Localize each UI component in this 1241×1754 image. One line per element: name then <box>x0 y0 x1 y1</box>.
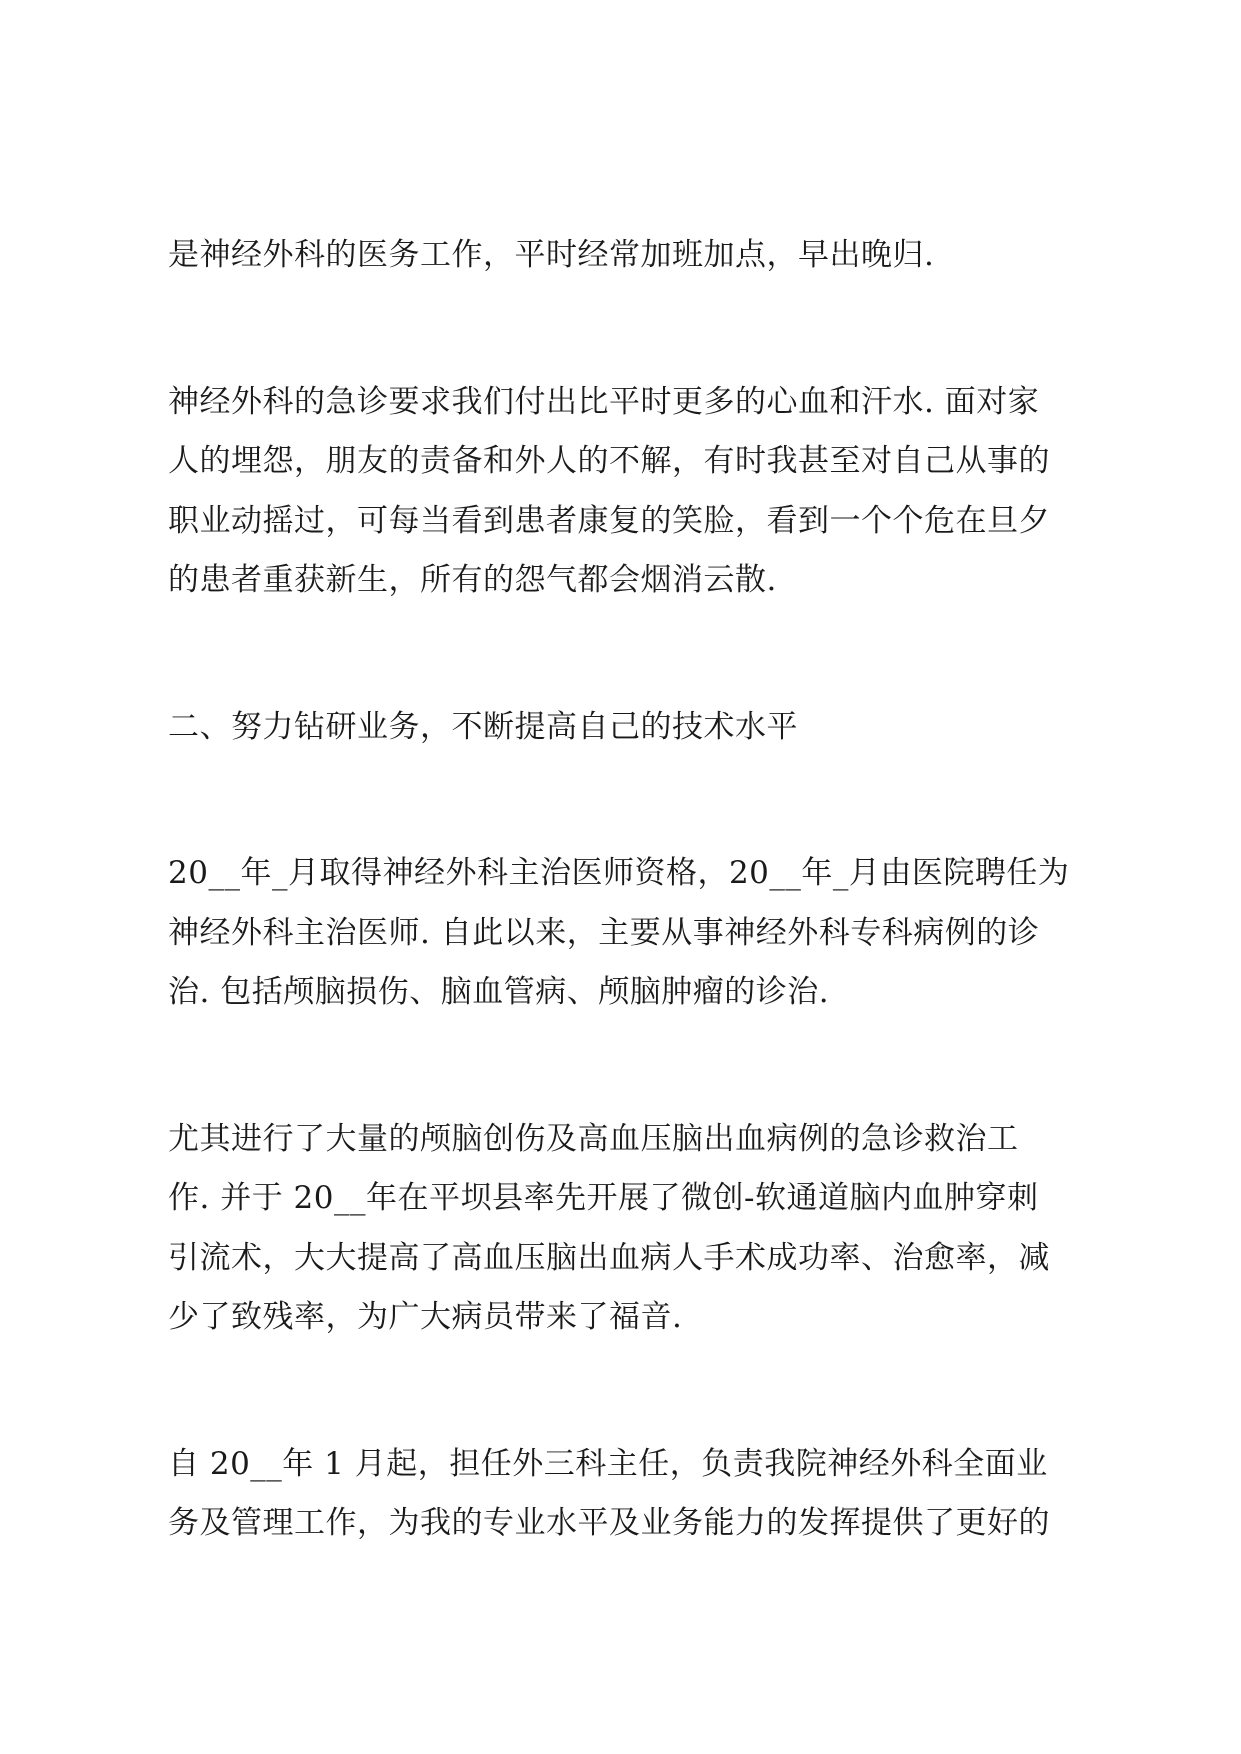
paragraph-3 <box>168 844 1098 1023</box>
text-line: 的患者重获新生，所有的怨气都会烟消云散. <box>168 562 777 598</box>
text-line: 作. 并于 20__年在平坝县率先开展了微创-软通道脑内血肿穿刺 <box>168 1180 1039 1216</box>
paragraph-5 <box>168 1435 1098 1554</box>
text-line: 职业动摇过，可每当看到患者康复的笑脸，看到一个个危在旦夕 <box>168 502 1050 539</box>
paragraph-gap <box>168 286 1098 373</box>
paragraph-1 <box>168 226 1098 286</box>
text-line: 20__年_月取得神经外科主治医师资格，20__年_月由医院聘任为 <box>168 855 1070 891</box>
paragraph-gap <box>168 1348 1098 1435</box>
text-line: 人的埋怨，朋友的责备和外人的不解，有时我甚至对自己从事的 <box>168 443 1050 479</box>
text-line: 尤其进行了大量的颅脑创伤及高血压脑出血病例的急诊救治工 <box>168 1120 1019 1157</box>
text-line: 治. 包括颅脑损伤、脑血管病、颅脑肿瘤的诊治. <box>168 974 830 1010</box>
heading-text: 二、努力钻研业务，不断提高自己的技术水平 <box>168 708 798 745</box>
text-line: 神经外科的急诊要求我们付出比平时更多的心血和汗水. 面对家 <box>168 383 1040 420</box>
document-body <box>168 226 1098 1554</box>
paragraph-4 <box>168 1110 1098 1348</box>
text-line: 自 20__年 1 月起，担任外三科主任，负责我院神经外科全面业 <box>168 1445 1048 1482</box>
text-line: 神经外科主治医师. 自此以来，主要从事神经外科专科病例的诊 <box>168 914 1040 951</box>
paragraph-gap <box>168 757 1098 844</box>
text-line: 务及管理工作，为我的专业水平及业务能力的发挥提供了更好的 <box>168 1505 1050 1541</box>
paragraph-2 <box>168 373 1098 611</box>
section-heading <box>168 698 1098 758</box>
paragraph-gap <box>168 1023 1098 1110</box>
paragraph-gap <box>168 611 1098 698</box>
text-line: 是神经外科的医务工作，平时经常加班加点，早出晚归. <box>168 237 935 273</box>
text-line: 引流术，大大提高了高血压脑出血病人手术成功率、治愈率，减 <box>168 1239 1050 1276</box>
text-line: 少了致残率，为广大病员带来了福音. <box>168 1299 683 1335</box>
